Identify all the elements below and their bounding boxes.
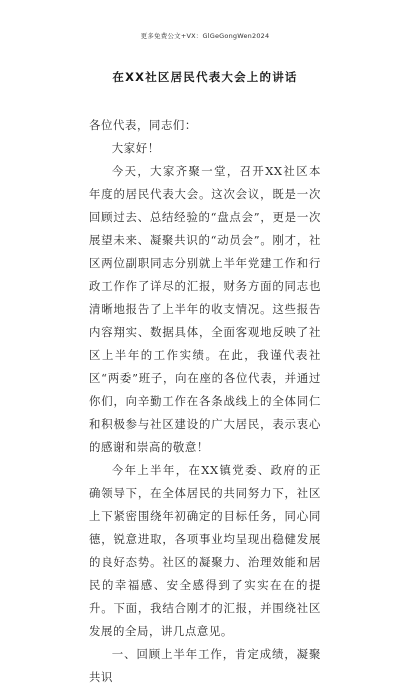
document-title: 在XX社区居民代表大会上的讲话	[112, 70, 298, 84]
body-paragraph: 今年上半年，在XX镇党委、政府的正确领导下，在全体居民的共同努力下，社区上下紧密围绕年初确定的目标任务，同心同德，锐意进取，各项事业均呈现出稳健发展的良好态势。社区的凝聚力、治理效能和居民的幸福感、安全感得到了实实在在的提升。下面，我结合刚才的汇报，并围绕社区发展的全局，讲几点意见。	[89, 463, 321, 638]
header-note: 更多免费公文+VX：GlGeGongWen2024	[140, 32, 270, 40]
salutation: 各位代表，同志们：	[89, 118, 197, 132]
body-paragraph: 今天，大家齐聚一堂，召开XX社区本年度的居民代表大会。这次会议，既是一次回顾过去、总结经验的“盘点会”，更是一次展望未来、凝聚共识的“动员会”。刚才，社区两位副职同志分别就上半年党建工作和行政工作作了详尽的汇报，财务方面的同志也清晰地报告了上半年的收支情况。这些报告内容翔实、数据具体，全面客观地反映了社区上半年的工作实绩。在此，我谨代表社区“两委”班子，向在座的各位代表，并通过你们，向辛勤工作在各条战线上的全体同仁和积极参与社区建设的广大居民，表示衷心的感谢和崇高的敬意！	[89, 164, 321, 454]
section-heading: 一、回顾上半年工作，肯定成绩，凝聚共识	[89, 647, 321, 684]
greeting: 大家好！	[111, 141, 160, 155]
document-body	[89, 114, 321, 689]
